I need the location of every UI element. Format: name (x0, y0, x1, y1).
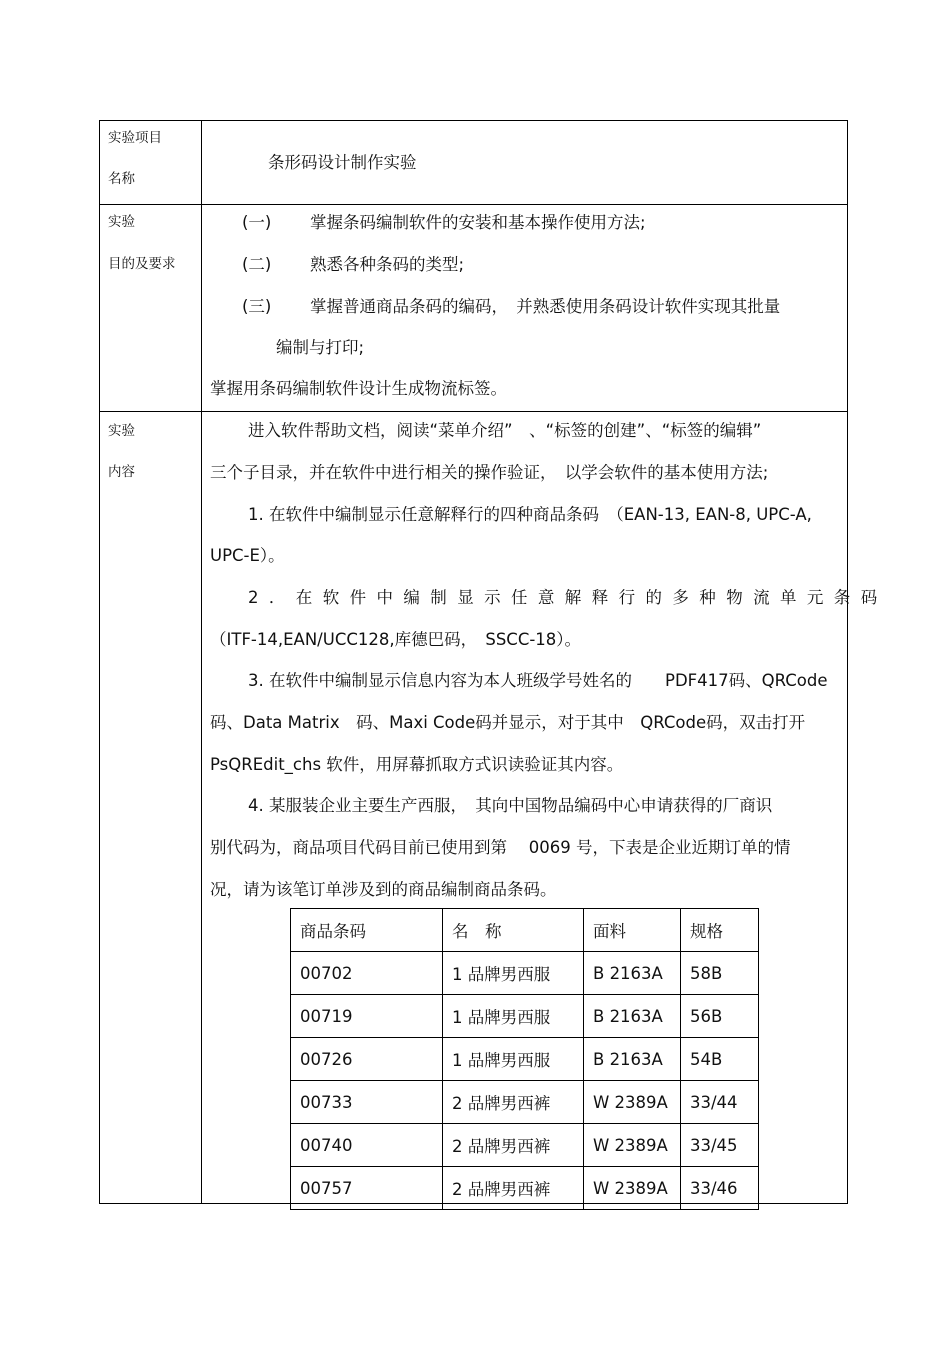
row-divider (100, 411, 847, 412)
table-row (291, 995, 759, 1038)
name-cell: 1 品牌男西服 (443, 952, 584, 995)
row-divider (100, 204, 847, 205)
name-cell: 2 品牌男西裤 (443, 1124, 584, 1167)
fabric-cell: B 2163A (584, 1038, 681, 1081)
fabric-cell: W 2389A (584, 1124, 681, 1167)
fabric-cell: B 2163A (584, 995, 681, 1038)
table-row (291, 1038, 759, 1081)
content-item3-line1: 3. 在软件中编制显示信息内容为本人班级学号姓名的 PDF417码、QRCode (248, 671, 828, 690)
name-cell: 2 品牌男西裤 (443, 1167, 584, 1210)
size-cell: 56B (681, 995, 759, 1038)
content-intro-line1: 进入软件帮助文档，阅读“菜单介绍” 、“标签的创建”、“标签的编辑” (248, 421, 762, 440)
order-table (290, 908, 759, 1210)
size-cell: 33/44 (681, 1081, 759, 1124)
content-item1-line1: 1. 在软件中编制显示任意解释行的四种商品条码 （EAN-13, EAN-8, UPC-A, (248, 505, 812, 524)
content-intro-line2: 三个子目录，并在软件中进行相关的操作验证， 以学会软件的基本使用方法; (210, 463, 769, 482)
barcode-cell: 00726 (291, 1038, 443, 1081)
size-cell: 54B (681, 1038, 759, 1081)
objective-continuation: 编制与打印; (276, 338, 365, 357)
objective-num: (一) (242, 213, 272, 232)
content-item4-line3: 况，请为该笔订单涉及到的商品编制商品条码。 (210, 880, 557, 899)
objective-last-line: 掌握用条码编制软件设计生成物流标签。 (210, 379, 507, 398)
name-cell: 1 品牌男西服 (443, 1038, 584, 1081)
project-name-label-line1: 实验项目 (108, 130, 162, 146)
objectives-label-line1: 实验 (108, 214, 135, 230)
table-row (291, 1081, 759, 1124)
project-name-label-line2: 名称 (108, 171, 135, 187)
table-row (291, 1167, 759, 1210)
table-row (291, 1124, 759, 1167)
table-row (291, 952, 759, 995)
size-cell: 33/45 (681, 1124, 759, 1167)
barcode-cell: 00740 (291, 1124, 443, 1167)
column-divider (201, 121, 202, 1203)
size-cell: 58B (681, 952, 759, 995)
content-item2-line2: （ITF-14,EAN/UCC128,库德巴码， SSCC-18）。 (210, 630, 582, 649)
content-item4-line2: 别代码为，商品项目代码目前已使用到第 0069 号，下表是企业近期订单的情 (210, 838, 791, 857)
content-item3-line2: 码、Data Matrix 码、Maxi Code码并显示，对于其中 QRCode码，双击打开 (210, 713, 806, 732)
column-header: 商品条码 (291, 909, 443, 952)
content-item3-line3: PsQREdit_chs 软件，用屏幕抓取方式识读验证其内容。 (210, 755, 624, 774)
content-label-line2: 内容 (108, 464, 135, 480)
barcode-cell: 00757 (291, 1167, 443, 1210)
objective-num: (三) (242, 297, 272, 316)
content-label-line1: 实验 (108, 423, 135, 439)
objective-text: 掌握普通商品条码的编码， 并熟悉使用条码设计软件实现其批量 (310, 297, 781, 316)
column-header: 面料 (584, 909, 681, 952)
column-header: 规格 (681, 909, 759, 952)
fabric-cell: W 2389A (584, 1081, 681, 1124)
fabric-cell: B 2163A (584, 952, 681, 995)
content-item1-line2: UPC-E）。 (210, 546, 285, 565)
size-cell: 33/46 (681, 1167, 759, 1210)
objective-num: (二) (242, 255, 272, 274)
table-header-row (291, 909, 759, 952)
name-cell: 1 品牌男西服 (443, 995, 584, 1038)
fabric-cell: W 2389A (584, 1167, 681, 1210)
barcode-cell: 00719 (291, 995, 443, 1038)
barcode-cell: 00702 (291, 952, 443, 995)
objectives-label-line2: 目的及要求 (108, 256, 176, 272)
content-item2-line1: 2．在软件中编制显示任意解释行的多种物流单元条码 (248, 588, 888, 607)
project-name-value: 条形码设计制作实验 (268, 153, 417, 172)
content-item4-line1: 4. 某服装企业主要生产西服， 其向中国物品编码中心申请获得的厂商识 (248, 796, 773, 815)
objective-text: 熟悉各种条码的类型; (310, 255, 465, 274)
column-header: 名 称 (443, 909, 584, 952)
name-cell: 2 品牌男西裤 (443, 1081, 584, 1124)
objective-text: 掌握条码编制软件的安装和基本操作使用方法; (310, 213, 646, 232)
barcode-cell: 00733 (291, 1081, 443, 1124)
